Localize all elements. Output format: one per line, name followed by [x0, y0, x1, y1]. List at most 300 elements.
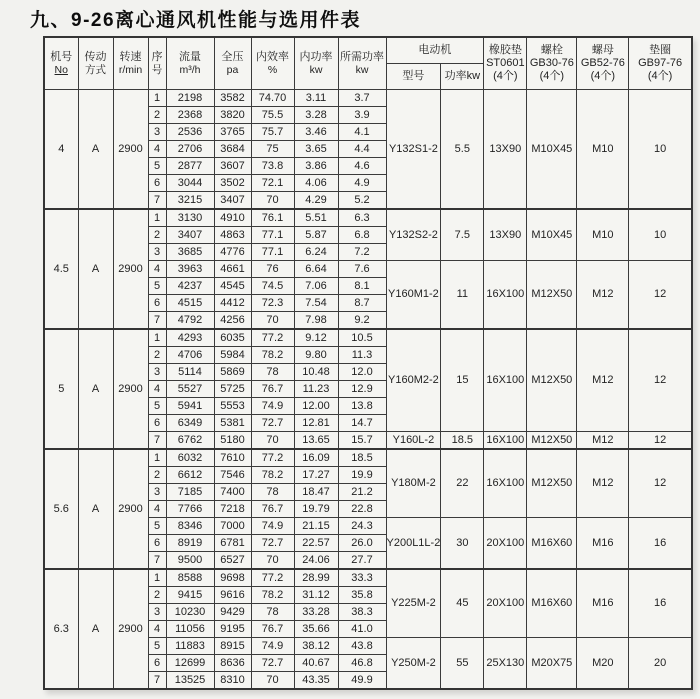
- pressure-cell: 4863: [214, 227, 251, 244]
- header-col-speed: 转速 r/min: [113, 37, 148, 90]
- serial-cell: 3: [148, 604, 166, 621]
- pressure-cell: 3607: [214, 158, 251, 175]
- efficiency-cell: 75: [251, 141, 294, 158]
- pressure-cell: 5984: [214, 347, 251, 364]
- internal-power-cell: 5.51: [294, 209, 338, 227]
- flow-cell: 13525: [166, 672, 214, 690]
- nut-cell: M12: [577, 329, 629, 432]
- efficiency-cell: 73.8: [251, 158, 294, 175]
- motor-model-cell: Y132S1-2: [386, 90, 441, 210]
- required-power-cell: 26.0: [338, 535, 386, 552]
- serial-cell: 5: [148, 278, 166, 295]
- internal-power-cell: 4.06: [294, 175, 338, 192]
- machine-no-cell: 5.6: [44, 449, 78, 569]
- pressure-cell: 6527: [214, 552, 251, 570]
- efficiency-cell: 75.5: [251, 107, 294, 124]
- fan-performance-table: [43, 36, 693, 690]
- efficiency-cell: 72.7: [251, 415, 294, 432]
- motor-power-cell: 22: [441, 449, 484, 518]
- internal-power-cell: 7.98: [294, 312, 338, 330]
- machine-no-cell: 4: [44, 90, 78, 210]
- required-power-cell: 13.8: [338, 398, 386, 415]
- required-power-cell: 4.1: [338, 124, 386, 141]
- internal-power-cell: 43.35: [294, 672, 338, 690]
- pressure-cell: 4256: [214, 312, 251, 330]
- serial-cell: 3: [148, 124, 166, 141]
- rubber-pad-cell: 13X90: [484, 209, 527, 261]
- efficiency-cell: 78.2: [251, 587, 294, 604]
- pressure-cell: 3502: [214, 175, 251, 192]
- required-power-cell: 21.2: [338, 484, 386, 501]
- bolt-cell: M12X50: [527, 449, 577, 518]
- serial-cell: 1: [148, 569, 166, 587]
- rubber-pad-cell: 16X100: [484, 432, 527, 450]
- internal-power-cell: 3.28: [294, 107, 338, 124]
- required-power-cell: 38.3: [338, 604, 386, 621]
- flow-cell: 8588: [166, 569, 214, 587]
- internal-power-cell: 10.48: [294, 364, 338, 381]
- nut-cell: M12: [577, 449, 629, 518]
- pressure-cell: 4545: [214, 278, 251, 295]
- pressure-cell: 6781: [214, 535, 251, 552]
- flow-cell: 2536: [166, 124, 214, 141]
- nut-cell: M12: [577, 432, 629, 450]
- nut-cell: M20: [577, 638, 629, 690]
- efficiency-cell: 75.7: [251, 124, 294, 141]
- internal-power-cell: 38.12: [294, 638, 338, 655]
- bolt-cell: M20X75: [527, 638, 577, 690]
- pressure-cell: 4661: [214, 261, 251, 278]
- rubber-pad-cell: 25X130: [484, 638, 527, 690]
- required-power-cell: 4.9: [338, 175, 386, 192]
- internal-power-cell: 35.66: [294, 621, 338, 638]
- rubber-pad-cell: 16X100: [484, 329, 527, 432]
- serial-cell: 5: [148, 518, 166, 535]
- pressure-cell: 7000: [214, 518, 251, 535]
- pressure-cell: 7400: [214, 484, 251, 501]
- internal-power-cell: 3.46: [294, 124, 338, 141]
- serial-cell: 4: [148, 141, 166, 158]
- flow-cell: 3407: [166, 227, 214, 244]
- efficiency-cell: 78.2: [251, 347, 294, 364]
- flow-cell: 4293: [166, 329, 214, 347]
- required-power-cell: 6.8: [338, 227, 386, 244]
- flow-cell: 3044: [166, 175, 214, 192]
- bolt-cell: M12X50: [527, 432, 577, 450]
- flow-cell: 6762: [166, 432, 214, 450]
- internal-power-cell: 6.64: [294, 261, 338, 278]
- required-power-cell: 8.7: [338, 295, 386, 312]
- required-power-cell: 7.2: [338, 244, 386, 261]
- pressure-cell: 5553: [214, 398, 251, 415]
- motor-model-cell: Y250M-2: [386, 638, 441, 690]
- efficiency-cell: 78: [251, 364, 294, 381]
- washer-cell: 10: [629, 209, 692, 261]
- washer-cell: 12: [629, 261, 692, 330]
- internal-power-cell: 21.15: [294, 518, 338, 535]
- required-power-cell: 5.2: [338, 192, 386, 210]
- washer-cell: 12: [629, 329, 692, 432]
- internal-power-cell: 31.12: [294, 587, 338, 604]
- pressure-cell: 4776: [214, 244, 251, 261]
- drive-mode-cell: A: [78, 209, 113, 329]
- pressure-cell: 7610: [214, 449, 251, 467]
- motor-model-cell: Y132S2-2: [386, 209, 441, 261]
- internal-power-cell: 9.80: [294, 347, 338, 364]
- efficiency-cell: 76.1: [251, 209, 294, 227]
- flow-cell: 2368: [166, 107, 214, 124]
- efficiency-cell: 77.2: [251, 329, 294, 347]
- table-row: [44, 90, 692, 107]
- machine-no-cell: 6.3: [44, 569, 78, 689]
- required-power-cell: 22.8: [338, 501, 386, 518]
- required-power-cell: 6.3: [338, 209, 386, 227]
- internal-power-cell: 17.27: [294, 467, 338, 484]
- flow-cell: 6349: [166, 415, 214, 432]
- internal-power-cell: 16.09: [294, 449, 338, 467]
- table-row: [44, 449, 692, 467]
- bolt-cell: M12X50: [527, 261, 577, 330]
- internal-power-cell: 33.28: [294, 604, 338, 621]
- internal-power-cell: 3.65: [294, 141, 338, 158]
- table-row: [44, 569, 692, 587]
- efficiency-cell: 76.7: [251, 621, 294, 638]
- serial-cell: 2: [148, 347, 166, 364]
- motor-power-cell: 18.5: [441, 432, 484, 450]
- required-power-cell: 9.2: [338, 312, 386, 330]
- motor-power-cell: 11: [441, 261, 484, 330]
- required-power-cell: 3.9: [338, 107, 386, 124]
- motor-power-cell: 7.5: [441, 209, 484, 261]
- serial-cell: 7: [148, 552, 166, 570]
- efficiency-cell: 76: [251, 261, 294, 278]
- motor-power-cell: 30: [441, 518, 484, 570]
- required-power-cell: 14.7: [338, 415, 386, 432]
- serial-cell: 3: [148, 484, 166, 501]
- pressure-cell: 8310: [214, 672, 251, 690]
- internal-power-cell: 28.99: [294, 569, 338, 587]
- internal-power-cell: 3.11: [294, 90, 338, 107]
- efficiency-cell: 74.9: [251, 398, 294, 415]
- motor-model-cell: Y160L-2: [386, 432, 441, 450]
- header-col-pressure: 全压 pa: [214, 37, 251, 90]
- flow-cell: 4237: [166, 278, 214, 295]
- efficiency-cell: 77.2: [251, 569, 294, 587]
- efficiency-cell: 72.7: [251, 535, 294, 552]
- motor-power-cell: 45: [441, 569, 484, 638]
- internal-power-cell: 13.65: [294, 432, 338, 450]
- efficiency-cell: 72.7: [251, 655, 294, 672]
- serial-cell: 5: [148, 158, 166, 175]
- serial-cell: 4: [148, 501, 166, 518]
- required-power-cell: 15.7: [338, 432, 386, 450]
- flow-cell: 3130: [166, 209, 214, 227]
- nut-cell: M12: [577, 261, 629, 330]
- pressure-cell: 9195: [214, 621, 251, 638]
- speed-cell: 2900: [113, 209, 148, 329]
- serial-cell: 3: [148, 364, 166, 381]
- header-col-required-power: 所需功率 kw: [338, 37, 386, 90]
- bolt-cell: M16X60: [527, 569, 577, 638]
- internal-power-cell: 3.86: [294, 158, 338, 175]
- drive-mode-cell: A: [78, 329, 113, 449]
- efficiency-cell: 74.70: [251, 90, 294, 107]
- pressure-cell: 3765: [214, 124, 251, 141]
- nut-cell: M16: [577, 518, 629, 570]
- efficiency-cell: 74.9: [251, 518, 294, 535]
- serial-cell: 2: [148, 107, 166, 124]
- speed-cell: 2900: [113, 449, 148, 569]
- flow-cell: 3963: [166, 261, 214, 278]
- table-header: [44, 37, 692, 90]
- serial-cell: 1: [148, 209, 166, 227]
- speed-cell: 2900: [113, 329, 148, 449]
- pressure-cell: 9429: [214, 604, 251, 621]
- flow-cell: 2198: [166, 90, 214, 107]
- flow-cell: 4792: [166, 312, 214, 330]
- pressure-cell: 3684: [214, 141, 251, 158]
- flow-cell: 5114: [166, 364, 214, 381]
- motor-power-cell: 55: [441, 638, 484, 690]
- header-col-motor-group: 电动机: [386, 37, 484, 64]
- internal-power-cell: 22.57: [294, 535, 338, 552]
- pressure-cell: 6035: [214, 329, 251, 347]
- required-power-cell: 33.3: [338, 569, 386, 587]
- machine-no-cell: 4.5: [44, 209, 78, 329]
- internal-power-cell: 4.29: [294, 192, 338, 210]
- header-col-drive-mode: 传动 方式: [78, 37, 113, 90]
- rubber-pad-cell: 20X100: [484, 569, 527, 638]
- serial-cell: 2: [148, 227, 166, 244]
- table-body: [44, 90, 692, 690]
- required-power-cell: 46.8: [338, 655, 386, 672]
- flow-cell: 8919: [166, 535, 214, 552]
- serial-cell: 2: [148, 587, 166, 604]
- speed-cell: 2900: [113, 90, 148, 210]
- required-power-cell: 24.3: [338, 518, 386, 535]
- efficiency-cell: 74.9: [251, 638, 294, 655]
- serial-cell: 5: [148, 638, 166, 655]
- nut-cell: M16: [577, 569, 629, 638]
- required-power-cell: 19.9: [338, 467, 386, 484]
- required-power-cell: 10.5: [338, 329, 386, 347]
- serial-cell: 6: [148, 655, 166, 672]
- flow-cell: 3685: [166, 244, 214, 261]
- required-power-cell: 11.3: [338, 347, 386, 364]
- serial-cell: 7: [148, 192, 166, 210]
- rubber-pad-cell: 13X90: [484, 90, 527, 210]
- washer-cell: 10: [629, 90, 692, 210]
- required-power-cell: 49.9: [338, 672, 386, 690]
- required-power-cell: 35.8: [338, 587, 386, 604]
- required-power-cell: 3.7: [338, 90, 386, 107]
- flow-cell: 7766: [166, 501, 214, 518]
- header-col-washer: 垫圈 GB97-76 (4个): [629, 37, 692, 90]
- drive-mode-cell: A: [78, 569, 113, 689]
- required-power-cell: 41.0: [338, 621, 386, 638]
- required-power-cell: 8.1: [338, 278, 386, 295]
- flow-cell: 11056: [166, 621, 214, 638]
- washer-cell: 20: [629, 638, 692, 690]
- flow-cell: 4515: [166, 295, 214, 312]
- pressure-cell: 9698: [214, 569, 251, 587]
- header-col-serial: 序 号: [148, 37, 166, 90]
- washer-cell: 12: [629, 432, 692, 450]
- nut-cell: M10: [577, 209, 629, 261]
- bolt-cell: M12X50: [527, 329, 577, 432]
- table-row: [44, 329, 692, 347]
- efficiency-cell: 72.3: [251, 295, 294, 312]
- efficiency-cell: 70: [251, 552, 294, 570]
- drive-mode-cell: A: [78, 90, 113, 210]
- flow-cell: 5941: [166, 398, 214, 415]
- efficiency-cell: 70: [251, 312, 294, 330]
- header-col-bolt: 螺栓 GB30-76 (4个): [527, 37, 577, 90]
- flow-cell: 7185: [166, 484, 214, 501]
- drive-mode-cell: A: [78, 449, 113, 569]
- header-col-motor-power: 功率kw: [441, 64, 484, 90]
- speed-cell: 2900: [113, 569, 148, 689]
- flow-cell: 6032: [166, 449, 214, 467]
- washer-cell: 12: [629, 449, 692, 518]
- pressure-cell: 3582: [214, 90, 251, 107]
- efficiency-cell: 76.7: [251, 501, 294, 518]
- internal-power-cell: 19.79: [294, 501, 338, 518]
- required-power-cell: 12.9: [338, 381, 386, 398]
- efficiency-cell: 76.7: [251, 381, 294, 398]
- serial-cell: 6: [148, 535, 166, 552]
- serial-cell: 6: [148, 415, 166, 432]
- efficiency-cell: 74.5: [251, 278, 294, 295]
- internal-power-cell: 24.06: [294, 552, 338, 570]
- serial-cell: 4: [148, 621, 166, 638]
- motor-model-cell: Y200L1L-2: [386, 518, 441, 570]
- efficiency-cell: 78.2: [251, 467, 294, 484]
- flow-cell: 3215: [166, 192, 214, 210]
- pressure-cell: 5180: [214, 432, 251, 450]
- header-col-internal-power: 内功率 kw: [294, 37, 338, 90]
- header-col-machine-no: 机号 No: [44, 37, 78, 90]
- required-power-cell: 18.5: [338, 449, 386, 467]
- internal-power-cell: 12.81: [294, 415, 338, 432]
- page-title: 九、9-26离心通风机性能与选用件表: [30, 10, 362, 31]
- pressure-cell: 9616: [214, 587, 251, 604]
- header-col-nut: 螺母 GB52-76 (4个): [577, 37, 629, 90]
- washer-cell: 16: [629, 569, 692, 638]
- required-power-cell: 4.4: [338, 141, 386, 158]
- required-power-cell: 7.6: [338, 261, 386, 278]
- internal-power-cell: 7.54: [294, 295, 338, 312]
- motor-model-cell: Y160M2-2: [386, 329, 441, 432]
- efficiency-cell: 70: [251, 672, 294, 690]
- washer-cell: 16: [629, 518, 692, 570]
- required-power-cell: 43.8: [338, 638, 386, 655]
- pressure-cell: 5869: [214, 364, 251, 381]
- pressure-cell: 5725: [214, 381, 251, 398]
- motor-model-cell: Y180M-2: [386, 449, 441, 518]
- internal-power-cell: 12.00: [294, 398, 338, 415]
- motor-model-cell: Y160M1-2: [386, 261, 441, 330]
- motor-model-cell: Y225M-2: [386, 569, 441, 638]
- required-power-cell: 4.6: [338, 158, 386, 175]
- pressure-cell: 3407: [214, 192, 251, 210]
- serial-cell: 1: [148, 449, 166, 467]
- required-power-cell: 12.0: [338, 364, 386, 381]
- efficiency-cell: 78: [251, 484, 294, 501]
- header-col-rubber-pad: 橡胶垫 ST0601 (4个): [484, 37, 527, 90]
- serial-cell: 6: [148, 295, 166, 312]
- pressure-cell: 4910: [214, 209, 251, 227]
- pressure-cell: 7218: [214, 501, 251, 518]
- serial-cell: 3: [148, 244, 166, 261]
- serial-cell: 5: [148, 398, 166, 415]
- flow-cell: 2877: [166, 158, 214, 175]
- flow-cell: 2706: [166, 141, 214, 158]
- motor-power-cell: 5.5: [441, 90, 484, 210]
- rubber-pad-cell: 16X100: [484, 261, 527, 330]
- pressure-cell: 3820: [214, 107, 251, 124]
- serial-cell: 1: [148, 329, 166, 347]
- internal-power-cell: 40.67: [294, 655, 338, 672]
- bolt-cell: M16X60: [527, 518, 577, 570]
- efficiency-cell: 77.1: [251, 227, 294, 244]
- serial-cell: 4: [148, 261, 166, 278]
- flow-cell: 9500: [166, 552, 214, 570]
- required-power-cell: 27.7: [338, 552, 386, 570]
- efficiency-cell: 77.1: [251, 244, 294, 261]
- serial-cell: 7: [148, 432, 166, 450]
- machine-no-cell: 5: [44, 329, 78, 449]
- header-col-flow: 流量 m³/h: [166, 37, 214, 90]
- pressure-cell: 8636: [214, 655, 251, 672]
- header-col-motor-model: 型号: [386, 64, 441, 90]
- internal-power-cell: 5.87: [294, 227, 338, 244]
- serial-cell: 1: [148, 90, 166, 107]
- rubber-pad-cell: 16X100: [484, 449, 527, 518]
- efficiency-cell: 78: [251, 604, 294, 621]
- serial-cell: 4: [148, 381, 166, 398]
- flow-cell: 9415: [166, 587, 214, 604]
- pressure-cell: 4412: [214, 295, 251, 312]
- efficiency-cell: 70: [251, 432, 294, 450]
- flow-cell: 10230: [166, 604, 214, 621]
- internal-power-cell: 6.24: [294, 244, 338, 261]
- internal-power-cell: 7.06: [294, 278, 338, 295]
- efficiency-cell: 72.1: [251, 175, 294, 192]
- internal-power-cell: 9.12: [294, 329, 338, 347]
- motor-power-cell: 15: [441, 329, 484, 432]
- efficiency-cell: 77.2: [251, 449, 294, 467]
- pressure-cell: 7546: [214, 467, 251, 484]
- serial-cell: 2: [148, 467, 166, 484]
- serial-cell: 7: [148, 312, 166, 330]
- flow-cell: 5527: [166, 381, 214, 398]
- flow-cell: 8346: [166, 518, 214, 535]
- internal-power-cell: 18.47: [294, 484, 338, 501]
- bolt-cell: M10X45: [527, 209, 577, 261]
- internal-power-cell: 11.23: [294, 381, 338, 398]
- flow-cell: 12699: [166, 655, 214, 672]
- pressure-cell: 8915: [214, 638, 251, 655]
- flow-cell: 6612: [166, 467, 214, 484]
- pressure-cell: 5381: [214, 415, 251, 432]
- rubber-pad-cell: 20X100: [484, 518, 527, 570]
- bolt-cell: M10X45: [527, 90, 577, 210]
- header-col-efficiency: 内效率 %: [251, 37, 294, 90]
- efficiency-cell: 70: [251, 192, 294, 210]
- flow-cell: 4706: [166, 347, 214, 364]
- table-row: [44, 209, 692, 227]
